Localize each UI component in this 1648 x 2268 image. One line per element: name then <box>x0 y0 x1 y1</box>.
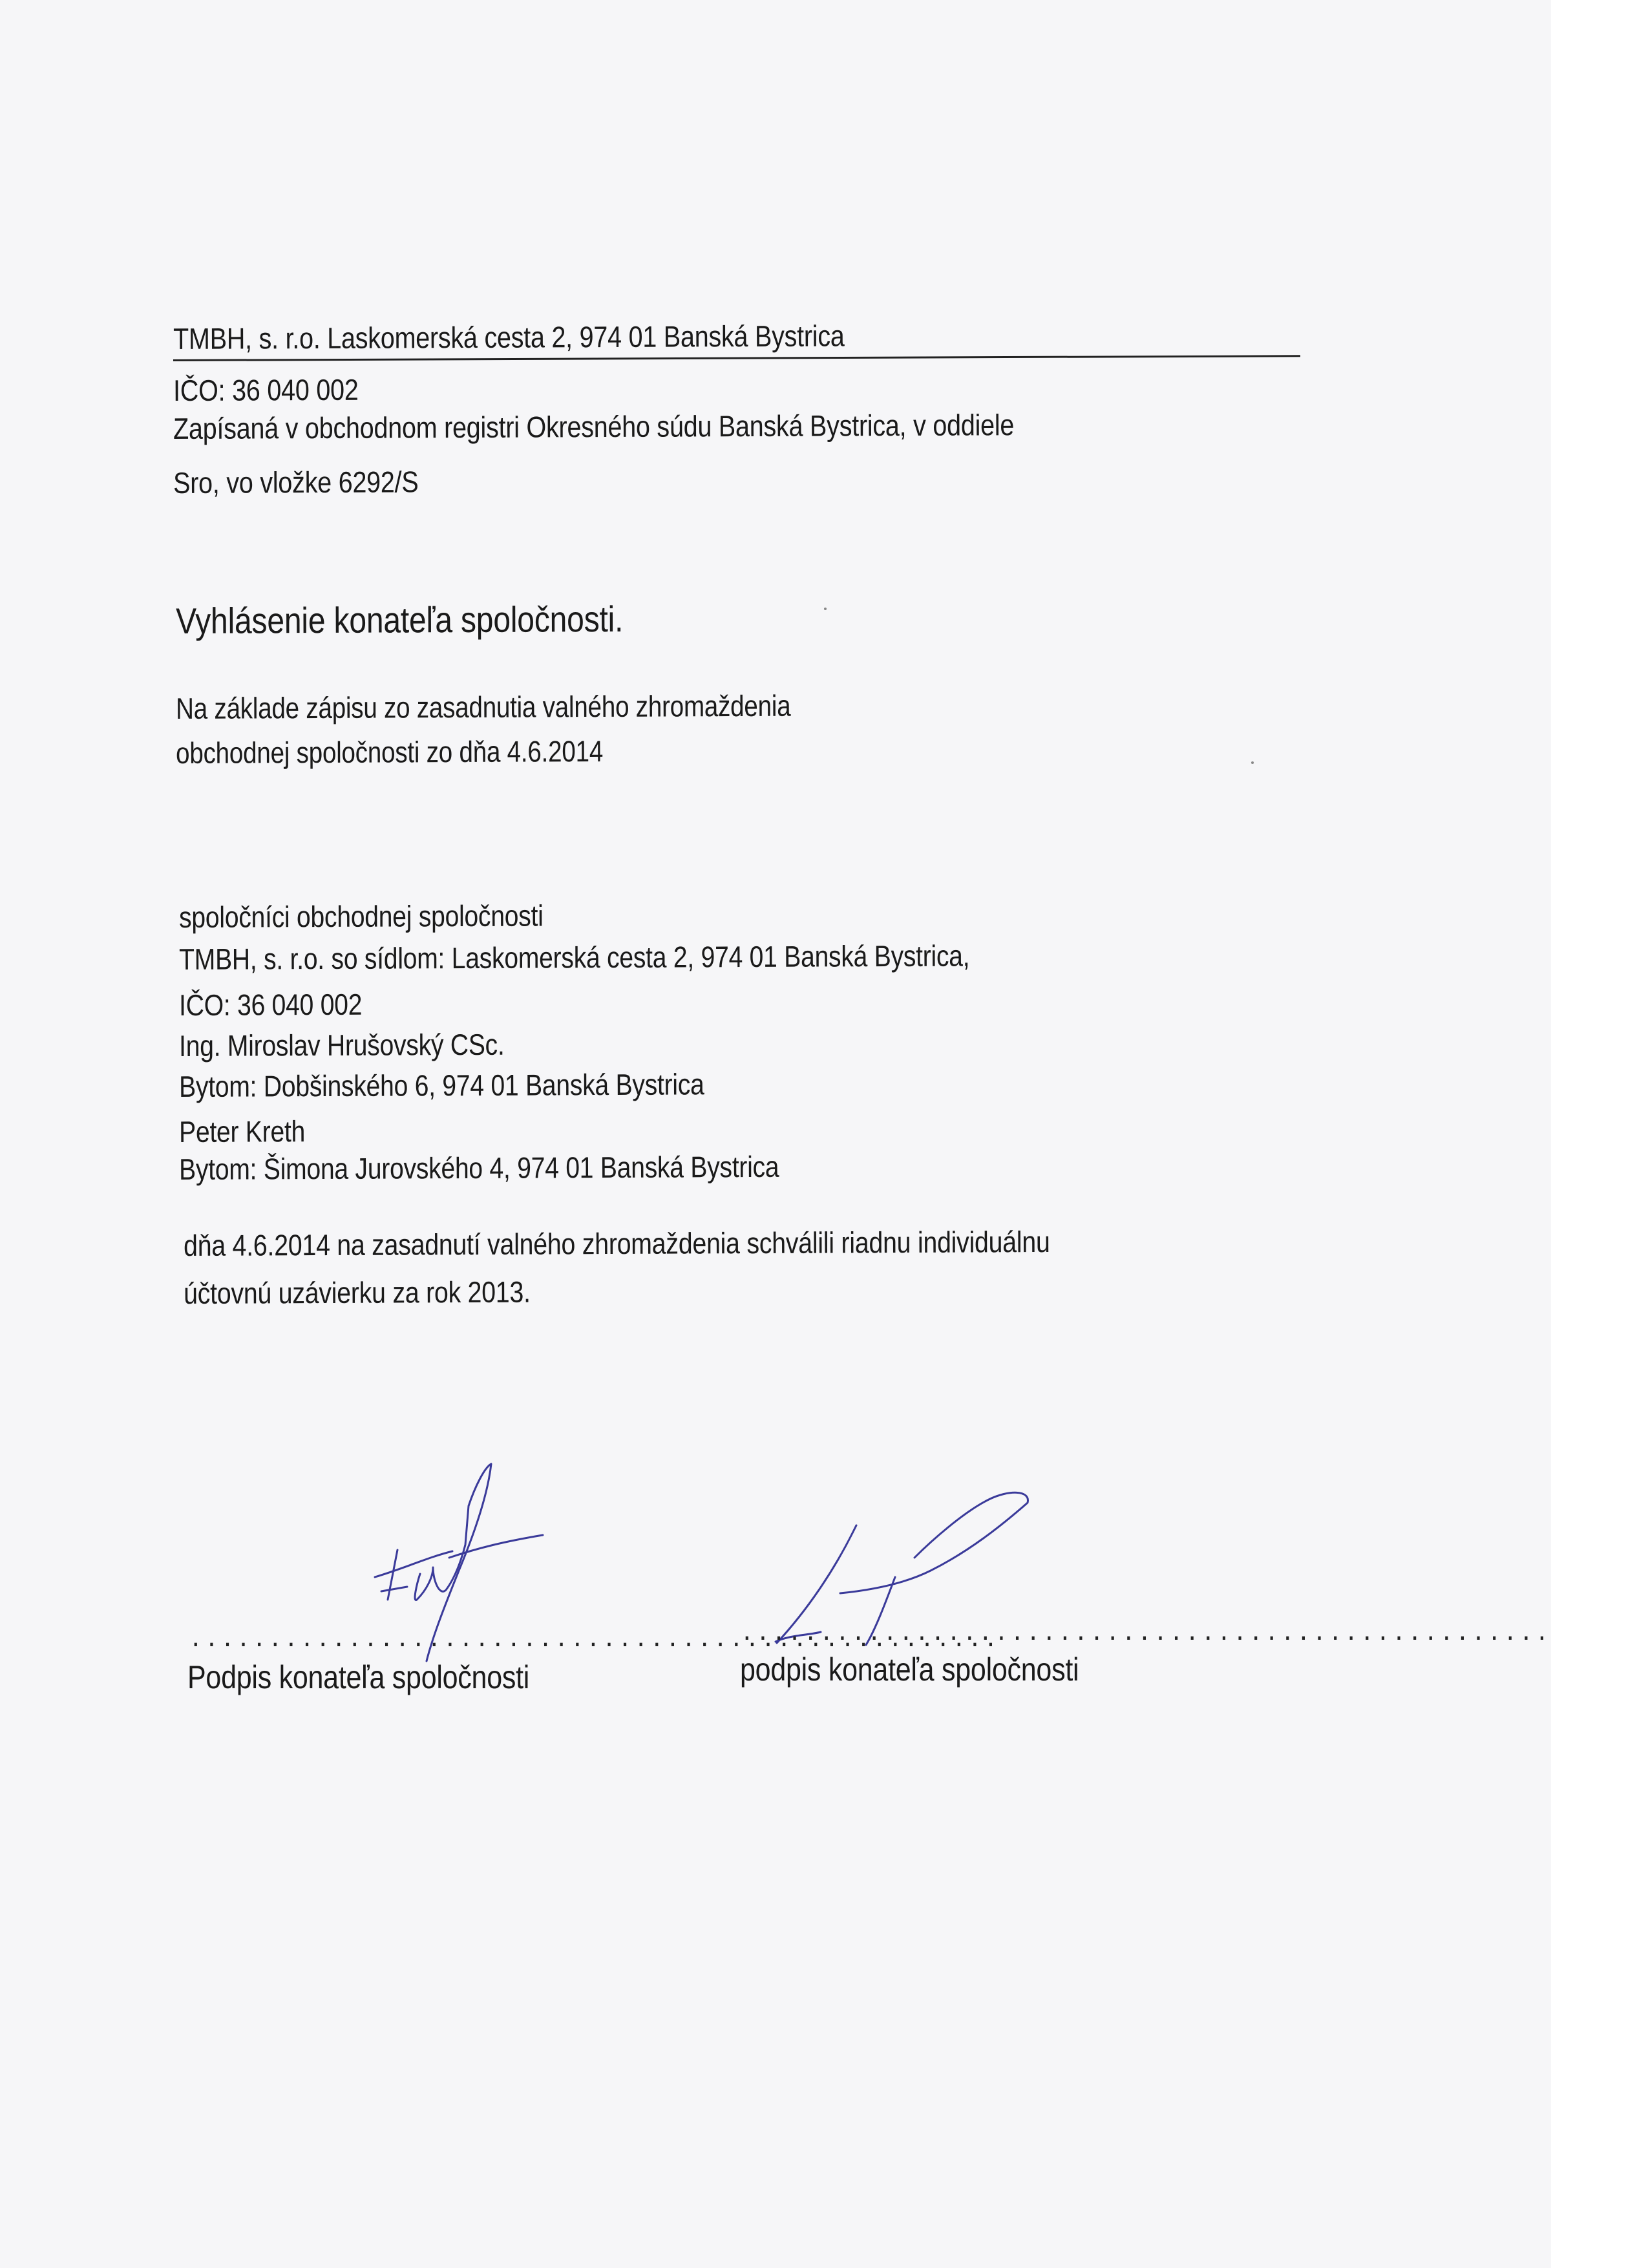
partners-line3: IČO: 36 040 002 <box>178 987 363 1022</box>
scan-speck <box>824 608 827 610</box>
right-signature-dots: ................................................... <box>740 1620 1551 1647</box>
page-margin <box>1551 0 1648 2268</box>
left-signature-label: Podpis konateľa spoločnosti <box>187 1659 530 1695</box>
partners-line2: TMBH, s. r.o. so sídlom: Laskomerská cesta 2, 974 01 Banská Bystrica, <box>178 938 970 976</box>
basis-line2: obchodnej spoločnosti zo dňa 4.6.2014 <box>175 734 604 770</box>
scan-speck <box>1251 761 1254 764</box>
document-title: Vyhlásenie konateľa spoločnosti. <box>175 598 624 641</box>
approval-line2: účtovnú uzávierku za rok 2013. <box>183 1275 531 1310</box>
header-company-line: TMBH, s. r.o. Laskomerská cesta 2, 974 01 Banská Bystrica <box>173 319 845 355</box>
partners-line7: Bytom: Šimona Jurovského 4, 974 01 Banská Bystrica <box>178 1149 779 1186</box>
header-register-line1: Zapísaná v obchodnom registri Okresného súdu Banská Bystrica, v oddiele <box>173 408 1015 445</box>
right-signature-label: podpis konateľa spoločnosti <box>740 1651 1079 1688</box>
approval-line1: dňa 4.6.2014 na zasadnutí valného zhromaždenia schválili riadnu individuálnu <box>183 1224 1050 1262</box>
partners-line4: Ing. Miroslav Hrušovský CSc. <box>178 1027 505 1063</box>
header-register-line2: Sro, vo vložke 6292/S <box>173 465 419 500</box>
header-ico-line: IČO: 36 040 002 <box>173 372 359 407</box>
basis-line1: Na základe zápisu zo zasadnutia valného zhromaždenia <box>175 688 791 725</box>
header-underline <box>173 355 1300 361</box>
partners-line1: spoločníci obchodnej spoločnosti <box>178 898 544 934</box>
partners-line5: Bytom: Dobšinského 6, 974 01 Banská Bystrica <box>178 1067 704 1103</box>
left-signature-dots: ................................................... <box>189 1627 1000 1653</box>
partners-line6: Peter Kreth <box>178 1114 306 1149</box>
